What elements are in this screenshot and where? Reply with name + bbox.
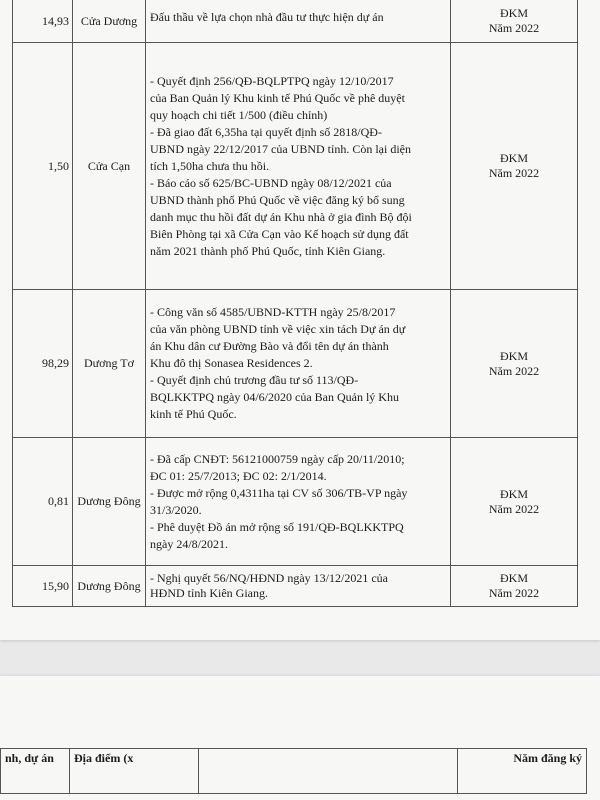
header-cell-location: Địa điểm (x: [70, 749, 199, 794]
basis-line: - Quyết định chủ trương đầu tư số 113/QĐ-: [150, 373, 359, 387]
table-row: [13, 43, 578, 290]
basis-cell: [146, 438, 451, 566]
plan-cell: [451, 43, 578, 290]
basis-line: Biên Phòng tại xã Cửa Cạn vào Kế hoạch sử dụng đất: [150, 226, 409, 241]
area-cell: 14,93: [13, 0, 73, 43]
basis-line: tích 1,50ha chưa thu hồi.: [150, 158, 270, 173]
basis-cell: [146, 566, 451, 607]
plan-year: Năm 2022: [488, 586, 540, 600]
location-cell: Dương Đông: [73, 438, 146, 566]
plan-year: Năm 2022: [488, 21, 540, 35]
plan-status: ĐKM: [499, 6, 528, 20]
basis-line: của Ban Quản lý Khu kinh tế Phú Quốc về phê duyệt: [150, 90, 405, 105]
location-cell: Dương Đông: [73, 566, 146, 607]
location-cell: Dương Tơ: [73, 290, 146, 438]
basis-line: kinh tế Phú Quốc.: [150, 407, 237, 421]
basis-line: Đấu thầu về lựa chọn nhà đầu tư thực hiện dự án: [150, 10, 384, 24]
plan-cell: [451, 566, 578, 607]
basis-line: BQLKKTPQ ngày 04/6/2020 của Ban Quản lý Khu: [150, 390, 399, 404]
basis-line: UBND thành phố Phú Quốc về việc đăng ký bổ sung: [150, 192, 405, 207]
basis-line: 31/3/2020.: [150, 502, 202, 517]
plan-status: ĐKM: [499, 348, 528, 363]
plan-cell: [451, 290, 578, 438]
table-row: [13, 566, 578, 607]
plan-year: Năm 2022: [488, 363, 540, 378]
basis-line: UBND ngày 22/12/2017 của UBND tỉnh. Còn lại diện: [150, 141, 411, 156]
location-cell: Cửa Cạn: [73, 43, 146, 290]
header-cell-year: Năm đăng ký: [458, 749, 587, 794]
basis-cell: [146, 43, 451, 290]
location-cell: Cửa Dương: [73, 0, 146, 43]
basis-line: - Được mở rộng 0,4311ha tại CV số 306/TB-VP ngày: [150, 485, 408, 500]
basis-line: - Đã giao đất 6,35ha tại quyết định số 2818/QĐ-: [150, 124, 382, 139]
plan-cell: [451, 438, 578, 566]
basis-line: - Đã cấp CNĐT: 56121000759 ngày cấp 20/11/2010;: [150, 451, 405, 466]
plan-status: ĐKM: [499, 571, 528, 585]
basis-line: HĐND tỉnh Kiên Giang.: [150, 586, 268, 600]
next-page-header-table: [0, 748, 587, 794]
basis-line: - Nghị quyết 56/NQ/HĐND ngày 13/12/2021 của: [150, 571, 388, 585]
plan-year: Năm 2022: [488, 501, 540, 516]
table-row: [13, 0, 578, 43]
project-table: [12, 0, 578, 607]
basis-line: danh mục thu hồi đất dự án Khu nhà ở gia đình Bộ đội: [150, 209, 412, 224]
next-page: [0, 676, 600, 800]
plan-status: ĐKM: [499, 486, 528, 501]
basis-line: án Khu dân cư Đường Bào và đổi tên dự án thành: [150, 339, 389, 353]
plan-status: ĐKM: [499, 151, 528, 165]
basis-cell: [146, 290, 451, 438]
basis-line: năm 2021 thành phố Phú Quốc, tỉnh Kiên Giang.: [150, 243, 386, 258]
plan-cell: [451, 0, 578, 43]
basis-line: - Công văn số 4585/UBND-KTTH ngày 25/8/2017: [150, 305, 396, 319]
header-cell-blank: [199, 749, 458, 794]
area-cell: 0,81: [13, 438, 73, 566]
table-row: [13, 438, 578, 566]
area-cell: 98,29: [13, 290, 73, 438]
basis-line: quy hoạch chi tiết 1/500 (điều chỉnh): [150, 107, 328, 122]
table-row: [13, 290, 578, 438]
area-cell: 1,50: [13, 43, 73, 290]
table-header-row: [1, 749, 587, 794]
basis-cell: [146, 0, 451, 43]
area-cell: 15,90: [13, 566, 73, 607]
basis-line: - Quyết định 256/QĐ-BQLPTPQ ngày 12/10/2017: [150, 73, 394, 88]
plan-year: Năm 2022: [488, 166, 540, 180]
basis-line: ngày 24/8/2021.: [150, 536, 228, 551]
basis-line: Khu đô thị Sonasea Residences 2.: [150, 356, 313, 370]
basis-line: của văn phòng UBND tỉnh về việc xin tách Dự án dự: [150, 322, 406, 336]
basis-line: ĐC 01: 25/7/2013; ĐC 02: 2/1/2014.: [150, 468, 327, 483]
header-cell-project: nh, dự án: [1, 749, 70, 794]
basis-line: - Phê duyệt Đồ án mở rộng số 191/QĐ-BQLKKTPQ: [150, 519, 404, 534]
basis-line: - Báo cáo số 625/BC-UBND ngày 08/12/2021 của: [150, 175, 392, 190]
